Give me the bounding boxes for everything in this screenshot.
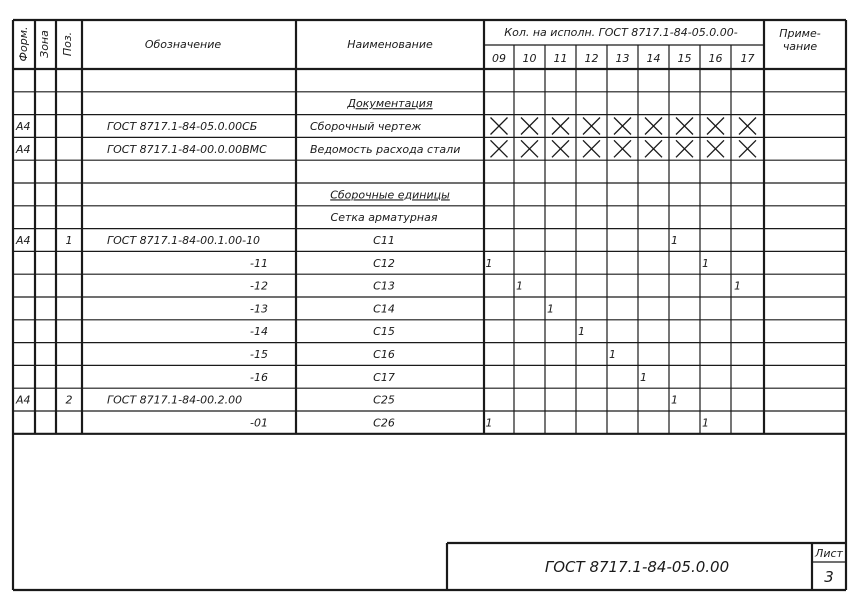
cell-designation: -01 <box>250 416 268 430</box>
cell-format: А4 <box>16 120 31 133</box>
variant-header-14: 14 <box>646 52 661 65</box>
cell-quantity: 1 <box>702 416 709 430</box>
header-note-line2: чание <box>782 40 818 53</box>
title-block <box>545 547 844 586</box>
cell-name: С15 <box>373 325 395 339</box>
variant-header-11: 11 <box>553 52 568 65</box>
cell-name: Сетка арматурная <box>330 211 438 225</box>
cell-quantity: 1 <box>671 393 678 407</box>
cross-mark-icon <box>491 140 508 157</box>
cross-mark-icon <box>614 140 631 157</box>
cell-designation: -14 <box>250 325 268 339</box>
cell-designation: ГОСТ 8717.1-84-00.2.00 <box>107 393 243 407</box>
cell-designation: -12 <box>250 279 268 293</box>
cell-designation: ГОСТ 8717.1-84-05.0.00СБ <box>107 120 258 133</box>
cell-designation: -11 <box>250 256 268 270</box>
cell-quantity: 1 <box>640 370 647 384</box>
cell-format: А4 <box>16 234 31 247</box>
variant-header-13: 13 <box>615 52 630 65</box>
cell-quantity: 1 <box>671 234 678 247</box>
cell-name: Сборочный чертеж <box>310 120 422 133</box>
variant-header-15: 15 <box>677 52 692 65</box>
header-format: Форм. <box>17 26 30 62</box>
cell-quantity: 1 <box>547 302 554 316</box>
header-name: Наименование <box>347 38 433 51</box>
cell-designation: ГОСТ 8717.1-84-00.1.00-10 <box>107 234 261 247</box>
variant-header-cells <box>492 52 755 65</box>
header-qty-title: Кол. на исполн. ГОСТ 8717.1-84-05.0.00- <box>504 26 738 39</box>
header-zone: Зона <box>38 30 51 58</box>
cell-name: Ведомость расхода стали <box>310 142 461 156</box>
cross-mark-icon <box>739 118 756 135</box>
cross-mark-icon <box>707 140 724 157</box>
cell-quantity: 1 <box>734 279 741 293</box>
variant-header-17: 17 <box>740 52 755 65</box>
section-heading: Сборочные единицы <box>330 188 450 202</box>
variant-header-16: 16 <box>708 52 723 65</box>
cross-mark-icon <box>583 118 600 135</box>
cross-mark-icon <box>645 140 662 157</box>
cell-name: С16 <box>373 348 395 361</box>
stamp-sheet-number: 3 <box>824 568 834 586</box>
cross-mark-icon <box>614 118 631 135</box>
cell-quantity: 1 <box>578 325 585 339</box>
cell-designation: ГОСТ 8717.1-84-00.0.00ВМС <box>107 142 267 156</box>
cell-name: С26 <box>373 416 395 430</box>
cell-position: 1 <box>65 234 73 247</box>
cell-position: 2 <box>65 393 73 407</box>
cross-mark-icon <box>676 140 693 157</box>
cell-name: С25 <box>373 393 395 407</box>
header-designation: Обозначение <box>144 38 222 51</box>
cell-name: С11 <box>373 234 395 247</box>
header-note-line1: Приме- <box>779 27 821 40</box>
table-body <box>15 97 756 429</box>
cell-quantity: 1 <box>485 416 493 430</box>
cell-quantity: 1 <box>702 256 709 270</box>
cell-designation: -16 <box>250 370 268 384</box>
stamp-sheet-label: Лист <box>815 547 843 560</box>
cross-mark-icon <box>645 118 662 135</box>
cell-quantity: 1 <box>485 256 493 270</box>
variant-header-12: 12 <box>584 52 599 65</box>
header-pos: Поз. <box>61 31 74 57</box>
cell-name: С13 <box>373 279 395 293</box>
stamp-document-code: ГОСТ 8717.1-84-05.0.00 <box>544 558 730 576</box>
cell-format: А4 <box>16 142 31 156</box>
cross-mark-icon <box>552 118 569 135</box>
cell-designation: -15 <box>250 348 268 361</box>
cell-quantity: 1 <box>516 279 523 293</box>
cell-quantity: 1 <box>609 348 616 361</box>
cross-mark-icon <box>676 118 693 135</box>
variant-header-09: 09 <box>492 52 506 65</box>
cross-mark-icon <box>552 140 569 157</box>
cross-mark-icon <box>707 118 724 135</box>
variant-header-10: 10 <box>522 52 537 65</box>
cross-mark-icon <box>521 118 538 135</box>
cell-name: С14 <box>373 302 395 316</box>
cross-mark-icon <box>521 140 538 157</box>
cell-format: А4 <box>16 393 31 407</box>
cell-designation: -13 <box>250 302 268 316</box>
cross-mark-icon <box>583 140 600 157</box>
cross-mark-icon <box>739 140 756 157</box>
section-heading: Документация <box>347 97 433 111</box>
cell-name: С17 <box>373 370 395 384</box>
cell-name: С12 <box>373 256 395 270</box>
cross-mark-icon <box>491 118 508 135</box>
